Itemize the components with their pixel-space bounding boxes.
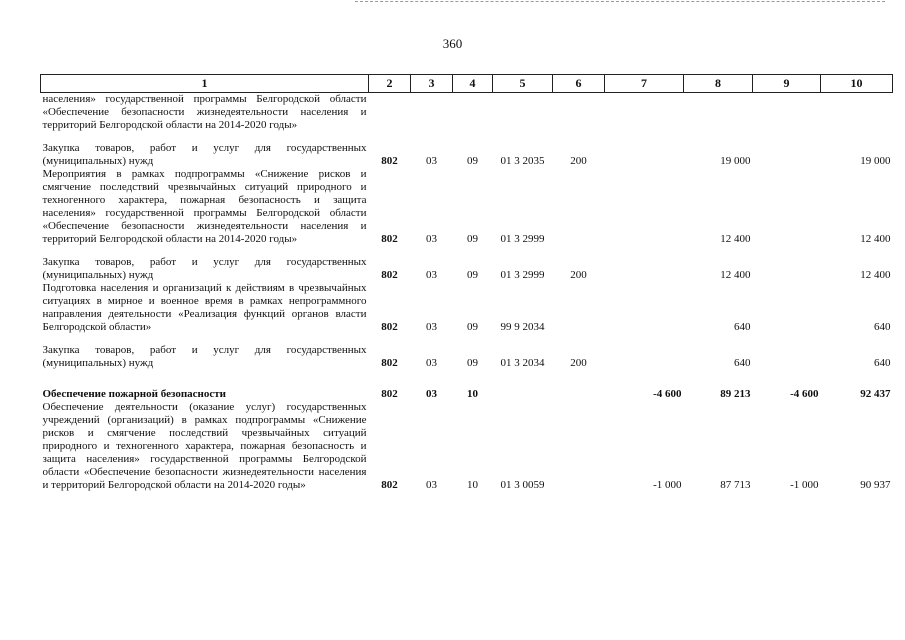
cell-section: 03 (426, 155, 437, 167)
cell-expense-type (553, 282, 605, 334)
cell-col9: -4 600 (790, 388, 819, 400)
cell-section: 03 (426, 357, 437, 369)
cell-col7 (605, 168, 684, 246)
col-header-5: 5 (493, 75, 553, 93)
col-header-8: 8 (684, 75, 753, 93)
cell-subsection: 10 (467, 479, 478, 491)
cell-col7: -4 600 (653, 388, 682, 400)
cell-expense-type: 200 (570, 357, 587, 369)
cell-expense-type (553, 388, 605, 401)
cell-col10: 12 400 (860, 269, 891, 281)
cell-col8: 12 400 (720, 269, 751, 281)
row-description: Закупка товаров, работ и услуг для государственных (муниципальных) нужд (42, 344, 367, 369)
cell-target-article: 01 3 0059 (500, 479, 545, 491)
cell-col9 (753, 256, 821, 282)
cell-col8: 640 (734, 321, 751, 333)
page-number: 360 (442, 36, 463, 51)
cell-col9 (753, 344, 821, 370)
col-header-9: 9 (753, 75, 821, 93)
cell-ministry: 802 (381, 233, 398, 245)
row-description: Обеспечение деятельности (оказание услуг) государственных учреждений (организаций) в рамках подпрограммы «Снижение рисков и смягчение последствий чрезвычайных ситуаций природного и техногенного характера, пожарная безопасность и защита населения» государственной программы Белгородской области «Обеспечение безопасности жизнедеятельности населения и территорий Белгородской области на 2014-2020 годы» (42, 401, 367, 491)
cell-ministry: 802 (381, 321, 398, 333)
cell-col8: 87 713 (720, 479, 751, 491)
table-row (41, 256, 893, 282)
cell-col10: 92 437 (860, 388, 891, 400)
cell-ministry: 802 (381, 357, 398, 369)
cell-col7 (605, 282, 684, 334)
cell-target-article: 01 3 2999 (500, 269, 545, 281)
table-row (41, 93, 893, 133)
cell-col9: -1 000 (790, 479, 819, 491)
cell-col7: -1 000 (653, 479, 682, 491)
cell-expense-type (553, 168, 605, 246)
cell-section (411, 93, 453, 133)
cell-col9 (753, 282, 821, 334)
cell-col8: 12 400 (720, 233, 751, 245)
cell-expense-type: 200 (570, 155, 587, 167)
cell-ministry: 802 (381, 155, 398, 167)
section-title: Обеспечение пожарной безопасности (42, 388, 227, 400)
budget-table (40, 74, 893, 492)
cell-section: 03 (426, 321, 437, 333)
cell-target-article: 01 3 2034 (500, 357, 545, 369)
row-description: Подготовка населения и организаций к действиям в чрезвычайных ситуациях в мирное и военное время в рамках непрограммного направления деятельности «Реализация функций органов власти Белгородской области» (42, 282, 367, 333)
cell-col9 (753, 168, 821, 246)
cell-target-article: 01 3 2999 (500, 233, 545, 245)
cell-subsection: 09 (467, 155, 478, 167)
row-description: Закупка товаров, работ и услуг для государственных (муниципальных) нужд (42, 142, 367, 167)
cell-col10: 19 000 (860, 155, 891, 167)
cell-ministry: 802 (381, 269, 398, 281)
cell-section: 03 (426, 233, 437, 245)
cell-col7 (605, 93, 684, 133)
col-header-1: 1 (41, 75, 369, 93)
cell-subsection: 09 (467, 269, 478, 281)
cell-col7 (605, 142, 684, 168)
cell-subsection: 10 (467, 388, 478, 400)
col-header-2: 2 (369, 75, 411, 93)
table-row (41, 282, 893, 334)
cell-target-article: 01 3 2035 (500, 155, 545, 167)
header-row (41, 75, 893, 93)
cell-col7 (605, 344, 684, 370)
cell-col10: 640 (874, 357, 891, 369)
table-row (41, 168, 893, 246)
cell-col10: 640 (874, 321, 891, 333)
table-row-section (41, 388, 893, 401)
cell-subsection: 09 (467, 357, 478, 369)
cell-col7 (605, 256, 684, 282)
table-row (41, 142, 893, 168)
scan-edge-line (355, 1, 885, 2)
cell-col10: 12 400 (860, 233, 891, 245)
cell-section: 03 (426, 388, 437, 400)
cell-ministry: 802 (381, 388, 398, 400)
cell-col10 (821, 93, 893, 133)
col-header-6: 6 (553, 75, 605, 93)
row-description: Мероприятия в рамках подпрограммы «Снижение рисков и смягчение последствий чрезвычайных ситуаций природного и техногенного характера, пожарная безопасность и защита населения» государственной программы Белгородской области «Обеспечение безопасности жизнедеятельности населения и территорий Белгородской области на 2014-2020 годы» (42, 168, 367, 245)
cell-subsection (453, 93, 493, 133)
cell-section: 03 (426, 269, 437, 281)
cell-subsection: 09 (467, 321, 478, 333)
col-header-3: 3 (411, 75, 453, 93)
row-description: Закупка товаров, работ и услуг для государственных (муниципальных) нужд (42, 256, 367, 281)
cell-expense-type (553, 401, 605, 492)
cell-col9 (753, 142, 821, 168)
cell-col10: 90 937 (860, 479, 891, 491)
cell-expense-type (553, 93, 605, 133)
cell-target-article: 99 9 2034 (500, 321, 545, 333)
col-header-7: 7 (605, 75, 684, 93)
cell-col8: 19 000 (720, 155, 751, 167)
cell-ministry (369, 93, 411, 133)
cell-section: 03 (426, 479, 437, 491)
cell-target-article (493, 93, 553, 133)
table-row (41, 344, 893, 370)
cell-expense-type: 200 (570, 269, 587, 281)
cell-ministry: 802 (381, 479, 398, 491)
cell-subsection: 09 (467, 233, 478, 245)
cell-col8: 640 (734, 357, 751, 369)
table-row (41, 401, 893, 492)
cell-col8: 89 213 (720, 388, 751, 400)
row-description: населения» государственной программы Белгородской области «Обеспечение безопасности жизнедеятельности населения и территорий Белгородской области на 2014-2020 годы» (42, 93, 367, 131)
cell-target-article (493, 388, 553, 401)
cell-col9 (753, 93, 821, 133)
cell-col8 (684, 93, 753, 133)
col-header-4: 4 (453, 75, 493, 93)
col-header-10: 10 (821, 75, 893, 93)
